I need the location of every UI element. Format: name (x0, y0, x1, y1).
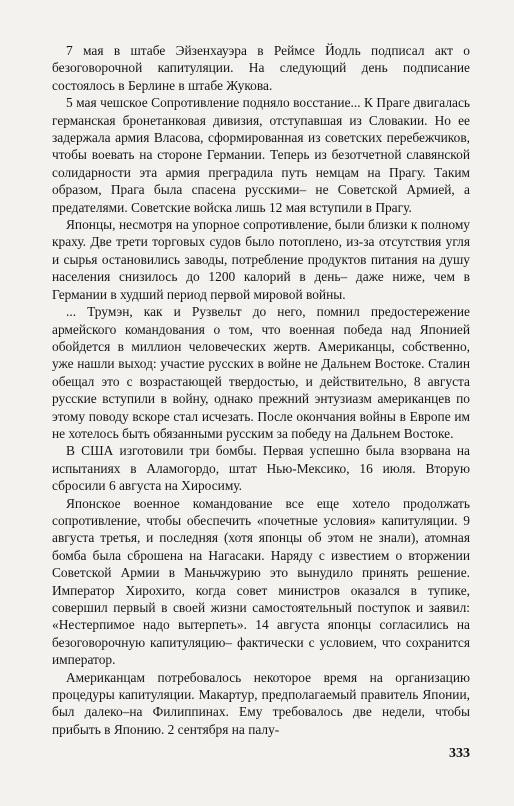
paragraph: Японцы, несмотря на упорное сопротивление, были близки к полному краху. Две трети торговых судов было потоплено, из-за отсутствия угля и сырья остановились заводы, потребление продуктов питания на душу населения снизилось до 1200 калорий в день– даже ниже, чем в Германии в худший период первой мировой войны. (52, 217, 470, 302)
page-number: 333 (449, 746, 470, 761)
paragraph: 7 мая в штабе Эйзенхауэра в Реймсе Йодль подписал акт о безоговорочной капитуляции. На следующий день подписание состоялось в Берлине в штабе Жукова. (52, 43, 470, 93)
paragraph: ... Трумэн, как и Рузвельт до него, помнил предостережение армейского командования о том, что военная победа над Японией обойдется в миллион человеческих жертв. Американцы, собственно, уже нашли выход: участие русских в войне не Дальнем Востоке. Сталин обещал это с возрастающей твердостью, и действительно, 8 августа русские вступили в войну, однако прежний энтузиазм американцев по этому поводу вскоре стал исчезать. После окончания войны в Европе им не хотелось быть обязанными русским за победу на Дальнем Востоке. (52, 304, 470, 441)
paragraph: 5 мая чешское Сопротивление подняло восстание... К Праге двигалась германская бронетанковая дивизия, отступавшая из Словакии. Но ее задержала армия Власова, сформированная из советских перебежчиков, чтобы воевать на стороне Германии. Теперь из безотчетной славянской солидарности эта армия преградила путь немцам на Прагу. Таким образом, Прага была спасена русскими– не Советской Армией, а предателями. Советские войска лишь 12 мая вступили в Прагу. (52, 95, 470, 215)
paragraph: Японское военное командование все еще хотело продолжать сопротивление, чтобы обеспечить «почетные условия» капитуляции. 9 августа третья, и последняя (хотя японцы об этом не знали), атомная бомба была сброшена на Нагасаки. Наряду с известием о вторжении Советской Армии в Маньчжурию это вынудило принять решение. Император Хирохито, когда совет министров оказался в тупике, совершил первый в своей жизни самостоятельный поступок и заявил: «Нестерпимое надо вытерпеть». 14 августа японцы согласились на безоговорочную капитуляцию– фактически с условием, что сохранится император. (52, 495, 470, 668)
paragraph: Американцам потребовалось некоторое время на организацию процедуры капитуляции. Макартур, предполагаемый правитель Японии, был далеко–на Филиппинах. Ему требовалось две недели, чтобы прибыть в Японию. 2 сентября на палу- (52, 669, 470, 737)
page-body-text (52, 42, 470, 738)
paragraph: В США изготовили три бомбы. Первая успешно была взорвана на испытаниях в Аламогордо, штат Нью-Мексико, 16 июля. Вторую сбросили 6 августа на Хиросиму. (52, 443, 470, 494)
